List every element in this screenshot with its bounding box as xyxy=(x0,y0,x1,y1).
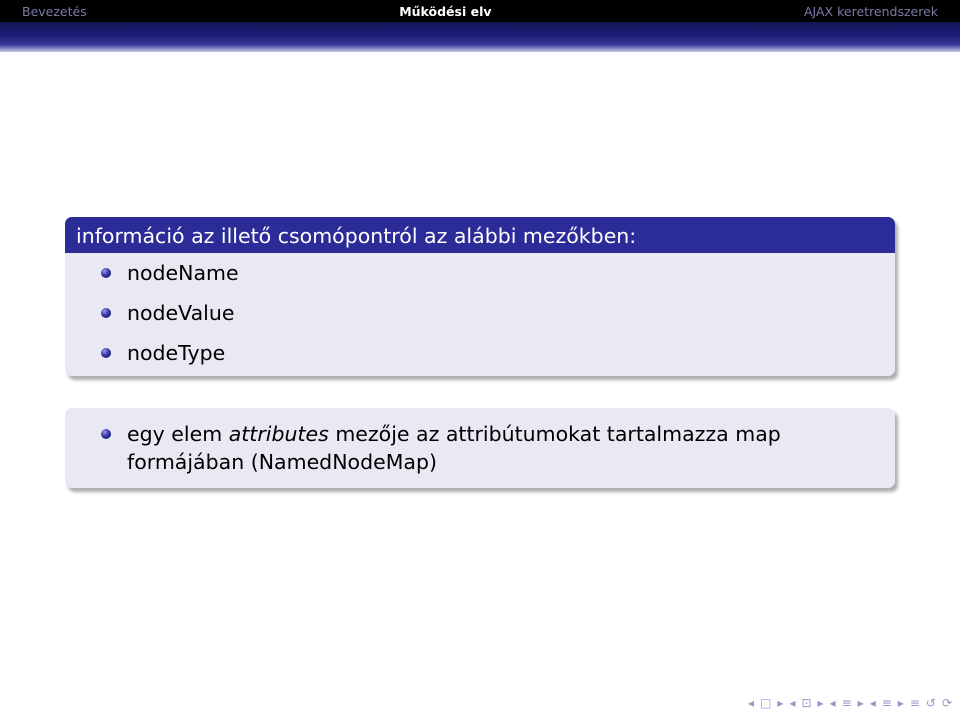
section-navigation-bar xyxy=(0,0,960,22)
bullet-icon xyxy=(101,429,111,439)
back-icon[interactable]: ↺ xyxy=(925,696,936,710)
text-after: mezője az attribútumokat tartalmazza map xyxy=(328,422,781,446)
bullet-icon xyxy=(101,308,111,318)
nav-prev-icon[interactable]: ◂ xyxy=(748,696,755,710)
nav-next-icon[interactable]: ▸ xyxy=(897,696,904,710)
document-icon[interactable]: ≡ xyxy=(881,696,892,710)
header-gradient-strip xyxy=(0,22,960,52)
list-item xyxy=(65,293,895,333)
emphasized-term: attributes xyxy=(228,422,329,446)
text-line2: formájában (NamedNodeMap) xyxy=(127,450,437,474)
block-body xyxy=(65,253,895,373)
block-title: információ az illető csomópontról az alábbi mezőkben: xyxy=(65,217,895,253)
nav-prev-icon[interactable]: ◂ xyxy=(829,696,836,710)
nav-prev-icon[interactable]: ◂ xyxy=(869,696,876,710)
attributes-block xyxy=(65,408,895,488)
nav-next-icon[interactable]: ▸ xyxy=(817,696,824,710)
nav-section-ajax-keretrendszerek[interactable]: AJAX keretrendszerek xyxy=(803,3,938,19)
nav-next-icon[interactable]: ▸ xyxy=(777,696,784,710)
info-block xyxy=(65,217,895,376)
bullet-icon xyxy=(101,268,111,278)
list-item-label: nodeValue xyxy=(127,301,235,325)
nav-section-bevezetes[interactable]: Bevezetés xyxy=(22,3,87,19)
section-icon[interactable]: ≡ xyxy=(841,696,852,710)
text-before: egy elem xyxy=(127,422,229,446)
list-item xyxy=(65,408,895,476)
outline-icon[interactable]: ≡ xyxy=(909,696,920,710)
list-item-label: nodeName xyxy=(127,261,239,285)
list-item xyxy=(65,333,895,373)
nav-next-icon[interactable]: ▸ xyxy=(857,696,864,710)
nav-section-mukodesi-elv[interactable]: Működési elv xyxy=(399,3,492,19)
list-item xyxy=(65,253,895,293)
bullet-icon xyxy=(101,348,111,358)
subsection-icon[interactable]: ⊡ xyxy=(801,696,812,710)
beamer-navigation-symbols xyxy=(748,696,952,710)
list-item-label: nodeType xyxy=(127,341,226,365)
frame-icon[interactable]: □ xyxy=(760,696,772,710)
nav-prev-icon[interactable]: ◂ xyxy=(789,696,796,710)
search-icon[interactable]: ⟳ xyxy=(941,696,952,710)
